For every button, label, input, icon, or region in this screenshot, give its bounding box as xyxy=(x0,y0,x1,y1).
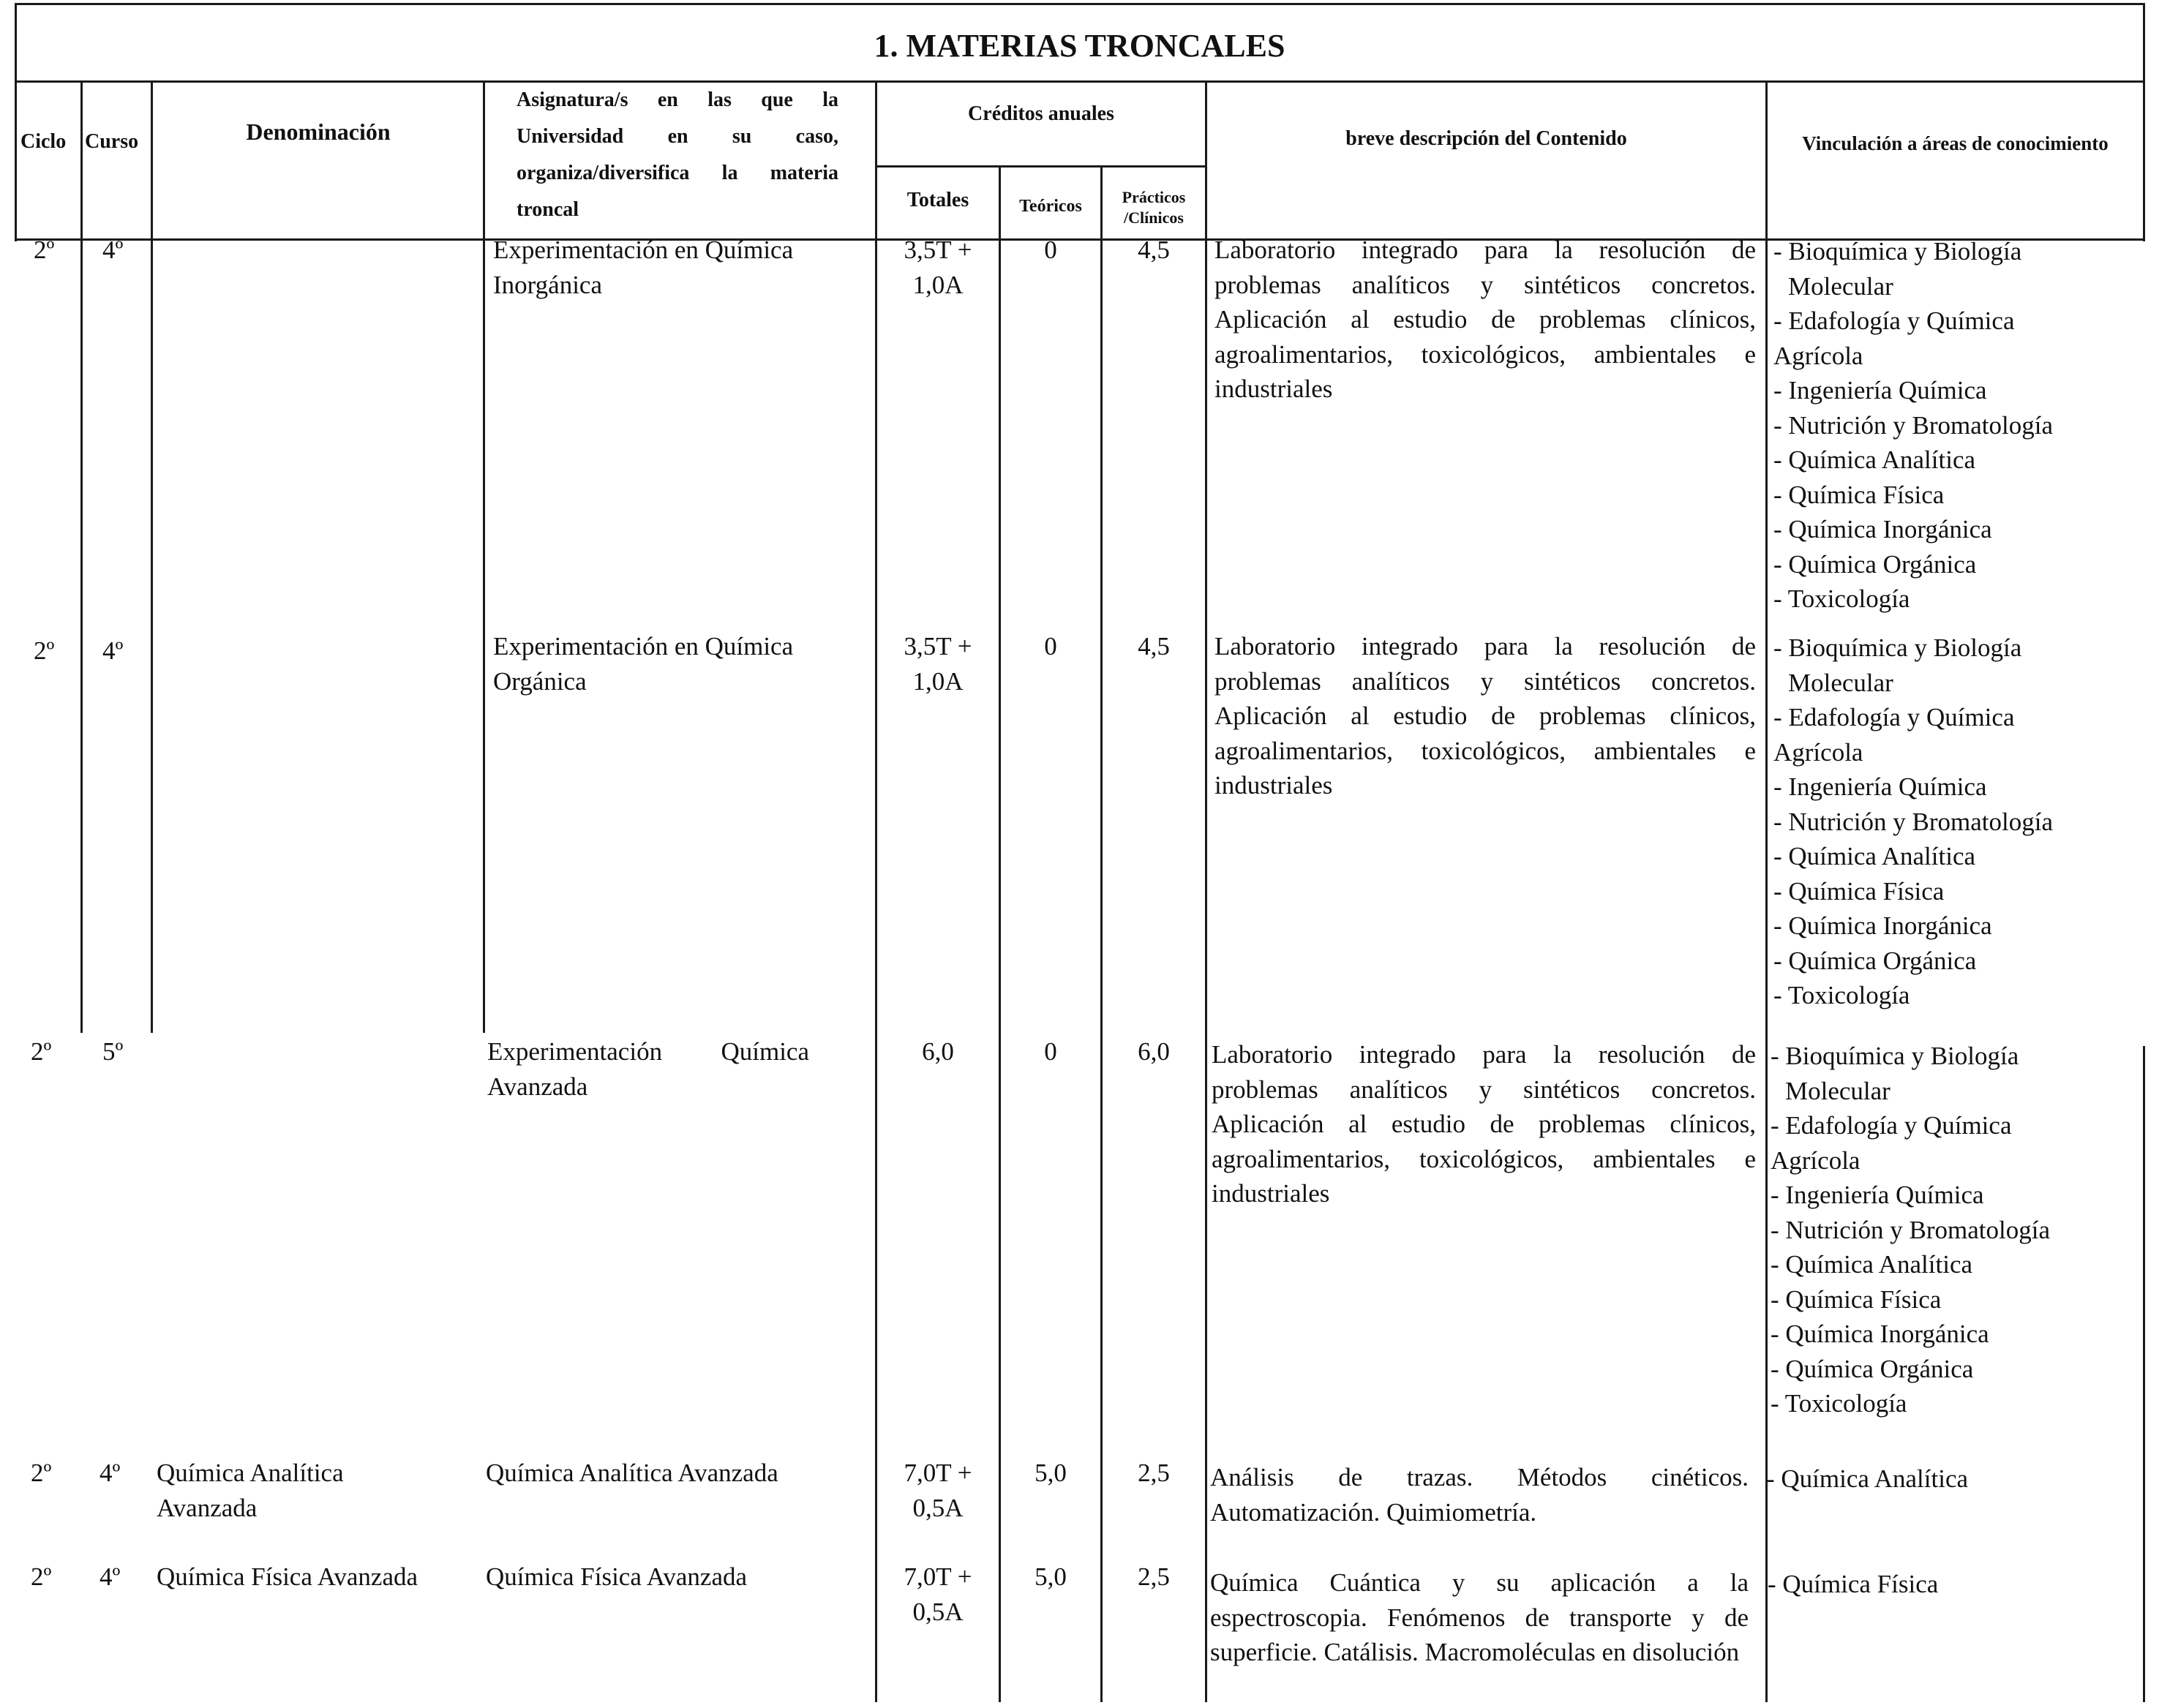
row2-practicos: 4,5 xyxy=(1138,632,1170,661)
header-asignatura-line: troncal xyxy=(517,198,579,221)
row4-denominacion-line: Química Analítica xyxy=(157,1459,344,1487)
row5-denominacion xyxy=(157,1560,418,1595)
frame-right xyxy=(2143,3,2145,241)
row4-denominacion xyxy=(157,1456,344,1526)
area-item: - Bioquímica y Biología xyxy=(1773,237,2022,266)
row3-right-stub xyxy=(2143,1046,2145,1702)
col-sep-curso xyxy=(151,82,153,1033)
header-asignatura-line: organiza/diversifica la materia xyxy=(517,162,838,184)
header-curso: Curso xyxy=(85,130,139,153)
frame-left xyxy=(15,3,17,241)
row4-totales-line: 0,5A xyxy=(912,1494,964,1522)
row4-areas xyxy=(1766,1461,1968,1497)
area-item: - Química Física xyxy=(1768,1570,1939,1598)
area-item: - Química Inorgánica xyxy=(1773,515,1992,543)
row3-totales-line: 6,0 xyxy=(922,1037,954,1066)
area-item: - Nutrición y Bromatología xyxy=(1773,807,2054,836)
row3-ciclo: 2º xyxy=(31,1037,52,1066)
row4-asignatura: Química Analítica Avanzada xyxy=(486,1459,778,1487)
row4-curso: 4º xyxy=(99,1459,121,1487)
area-item: - Edafología y Química xyxy=(1771,1111,2012,1140)
row1-areas xyxy=(1773,234,2053,617)
row3-teoricos: 0 xyxy=(1044,1037,1057,1066)
area-item: - Química Analítica xyxy=(1773,842,1976,870)
area-item: Agrícola xyxy=(1773,341,1863,370)
area-item: - Química Orgánica xyxy=(1771,1354,1974,1383)
area-item: - Química Física xyxy=(1773,876,1945,906)
row5-totales-line: 0,5A xyxy=(912,1598,964,1626)
row3-practicos: 6,0 xyxy=(1138,1037,1170,1066)
row1-asignatura-line: Experimentación en Química xyxy=(493,236,794,264)
area-item: - Toxicología xyxy=(1771,1389,1907,1418)
row2-totales xyxy=(876,629,999,699)
header-descripcion: breve descripción del Contenido xyxy=(1345,127,1627,150)
area-item: Molecular xyxy=(1788,271,1893,301)
frame-top xyxy=(15,3,2145,5)
header-ciclo: Ciclo xyxy=(20,130,67,153)
area-item: - Nutrición y Bromatología xyxy=(1773,410,2054,440)
row5-denominacion-line: Química Física Avanzada xyxy=(157,1562,418,1591)
row5-curso: 4º xyxy=(99,1562,121,1591)
row1-ciclo: 2º xyxy=(34,236,55,264)
area-item: - Toxicología xyxy=(1773,981,1910,1009)
row1-asignatura xyxy=(493,233,793,303)
row3-curso: 5º xyxy=(102,1037,124,1066)
area-item: - Química Física xyxy=(1773,480,1945,509)
area-item: - Nutrición y Bromatología xyxy=(1771,1215,2051,1244)
row2-asignatura-line: Orgánica xyxy=(493,667,587,696)
row5-teoricos: 5,0 xyxy=(1035,1562,1067,1591)
row1-asignatura-line: Inorgánica xyxy=(493,271,603,299)
row5-totales xyxy=(876,1560,999,1630)
area-item: - Ingeniería Química xyxy=(1771,1181,1984,1209)
row3-descripcion: Laboratorio integrado para la resolución de problemas analíticos y sintéticos concretos. Aplicación al estudio de problemas clínicos, agroalimentarios, toxicológicos, ambientales e industriales xyxy=(1212,1040,1756,1208)
header-asignatura-line: Asignatura/s en las que la xyxy=(517,89,838,111)
header-denominacion: Denominación xyxy=(246,118,391,145)
header-practicos xyxy=(1102,187,1206,228)
row5-descripcion: Química Cuántica y su aplicación a la espectroscopia. Fenómenos de transporte y de superficie. Catálisis. Macromoléculas en disolución xyxy=(1210,1568,1749,1666)
row5-practicos: 2,5 xyxy=(1138,1562,1170,1591)
area-item: - Química Inorgánica xyxy=(1771,1320,1989,1348)
row3-areas xyxy=(1771,1039,2050,1421)
creditos-subdivider xyxy=(875,165,1206,168)
area-item: Molecular xyxy=(1788,668,1893,697)
row1-descripcion: Laboratorio integrado para la resolución de problemas analíticos y sintéticos concretos. Aplicación al estudio de problemas clínicos, agroalimentarios, toxicológicos, ambientales e industriales xyxy=(1214,236,1756,403)
row2-asignatura xyxy=(493,629,793,699)
row4-totales-line: 7,0T + xyxy=(904,1459,972,1487)
area-item: - Química Orgánica xyxy=(1773,549,1977,579)
row4-totales xyxy=(876,1456,999,1526)
row3-asignatura-line: Experimentación Química xyxy=(487,1037,809,1066)
row2-asignatura-line: Experimentación en Química xyxy=(493,632,794,661)
row2-descripcion: Laboratorio integrado para la resolución de problemas analíticos y sintéticos concretos. Aplicación al estudio de problemas clínicos, agroalimentarios, toxicológicos, ambientales e industriales xyxy=(1214,632,1756,800)
area-item: - Química Analítica xyxy=(1771,1250,1973,1279)
row4-descripcion: Análisis de trazas. Métodos cinéticos. Automatización. Quimiometría. xyxy=(1210,1463,1749,1527)
col-sep-descripcion xyxy=(1765,82,1768,1702)
area-item: - Química Inorgánica xyxy=(1773,911,1992,940)
area-item: - Química Analítica xyxy=(1766,1464,1969,1493)
header-vinculacion: Vinculación a áreas de conocimiento xyxy=(1802,132,2109,154)
area-item: - Edafología y Química xyxy=(1773,703,2015,731)
area-item: - Edafología y Química xyxy=(1773,306,2015,335)
row5-areas xyxy=(1768,1567,1938,1602)
row2-totales-line: 3,5T + xyxy=(904,632,972,661)
page-title: 1. MATERIAS TRONCALES xyxy=(874,28,1285,64)
row1-curso: 4º xyxy=(102,236,124,264)
row2-totales-line: 1,0A xyxy=(912,667,964,696)
area-item: - Toxicología xyxy=(1773,584,1910,613)
area-item: - Ingeniería Química xyxy=(1773,376,1987,405)
header-practicos-line: /Clínicos xyxy=(1124,208,1184,227)
row3-asignatura xyxy=(487,1034,809,1105)
header-asignatura xyxy=(517,82,838,228)
area-item: - Química Analítica xyxy=(1773,445,1976,474)
row5-totales-line: 7,0T + xyxy=(904,1562,972,1591)
row2-ciclo: 2º xyxy=(34,636,55,665)
row3-totales xyxy=(876,1034,999,1069)
area-item: - Ingeniería Química xyxy=(1773,772,1987,801)
row1-totales-line: 1,0A xyxy=(912,271,964,299)
area-item: Agrícola xyxy=(1771,1145,1861,1175)
area-item: Agrícola xyxy=(1773,737,1863,767)
header-asignatura-line: Universidad en su caso, xyxy=(517,125,838,148)
row1-totales-line: 3,5T + xyxy=(904,236,972,264)
area-item: - Química Orgánica xyxy=(1773,946,1977,975)
row4-practicos: 2,5 xyxy=(1138,1459,1170,1487)
row4-teoricos: 5,0 xyxy=(1035,1459,1067,1487)
row5-ciclo: 2º xyxy=(31,1562,52,1591)
area-item: - Bioquímica y Biología xyxy=(1771,1042,2019,1070)
row4-denominacion-line: Avanzada xyxy=(157,1494,258,1522)
header-practicos-line: Prácticos xyxy=(1122,188,1186,206)
row1-teoricos: 0 xyxy=(1044,236,1057,264)
title-divider xyxy=(15,80,2145,83)
row5-asignatura: Química Física Avanzada xyxy=(486,1562,748,1591)
row4-ciclo: 2º xyxy=(31,1459,52,1487)
row1-totales xyxy=(876,233,999,303)
area-item: Molecular xyxy=(1785,1076,1890,1105)
row2-teoricos: 0 xyxy=(1044,632,1057,661)
header-teoricos: Teóricos xyxy=(1019,197,1082,216)
area-item: - Química Física xyxy=(1771,1284,1942,1314)
row2-areas xyxy=(1773,631,2053,1013)
row3-asignatura-line: Avanzada xyxy=(487,1072,588,1101)
col-sep-denominacion xyxy=(483,82,485,1033)
row2-curso: 4º xyxy=(102,636,124,665)
row1-practicos: 4,5 xyxy=(1138,236,1170,264)
col-sep-ciclo xyxy=(80,82,83,1033)
header-creditos: Créditos anuales xyxy=(968,102,1114,125)
area-item: - Bioquímica y Biología xyxy=(1773,633,2022,662)
header-totales: Totales xyxy=(906,189,969,211)
